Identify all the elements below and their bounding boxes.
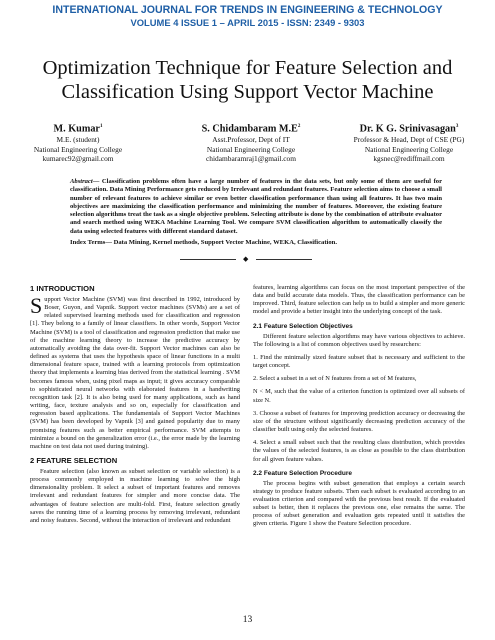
left-column: [30, 284, 240, 527]
journal-volume: VOLUME 4 ISSUE 1 – APRIL 2015 - ISSN: 2349 - 9303: [130, 17, 365, 28]
title-line-2: Classification Using Support Vector Machine: [61, 81, 434, 103]
feature-selection-paragraph: Feature selection (also known as subset selection or variable selection) is a process commonly employed in machine learning to solve the high dimensionality problem. It select a subset of important features and removes irrelevant and redundant features for simpler and more concise data. The advantages of feature selection are multi-fold. First, feature selection greatly saves the running time of a learning process by removing irrelevant, redundant and noisy features. Second, without the interaction of irrelevant and redundant: [30, 467, 240, 524]
abstract-label: Abstract: [70, 178, 93, 185]
author-email: kgsnec@rediffmail.com: [373, 154, 445, 164]
author-2: [176, 121, 326, 164]
author-mark: 1: [99, 124, 103, 129]
author-role: Professor & Head, Dept of CSE (PG): [353, 135, 465, 145]
abstract-text: — Classification problems often have a large number of features in the data sets, but only some of them are useful for classification. Data Mining Performance gets reduced by Irrelevant and redundant features. Feature selection aims to choose a small number of relevant features to achieve similar or even better classification performance than using all features. It has two main objectives are maximizing the classification performance and minimizing the number of features. Moreover, the existing feature selection algorithms treat the task as a single objective problem. Selecting attribute is done by the combination of attribute evaluator and search method using WEKA Machine Learning Tool. We compare SVM classification algorithm to automatically classify the data using selected features with different standard dataset.: [70, 178, 442, 235]
divider-line-right: [256, 259, 312, 260]
author-mark: 3: [455, 124, 459, 129]
objective-item-4: 4. Select a small subset such that the resulting class distribution, which provides the values of the selected features, is as close as possible to the class distribution for all given feature values.: [253, 439, 465, 463]
procedure-paragraph: The process begins with subset generation that employs a certain search strategy to produce feature subsets. Then each subset is evaluated according to an evaluation criterion and compared with the previous best result. If the evaluated subset is better, then it replaces the previous one, else remains the same. The process of subset generation and evaluation gets repeated until it satisfies the given criteria. Figure 1 show the Feature Selection procedure.: [253, 479, 465, 528]
intro-text: upport Vector Machine (SVM) was first described in 1992, introduced by Boser, Guyon, and Vapnik. Support vector machines (SVMs) are a set of related supervised learning methods used for classification and regression [1]. They belong to a family of linear classifiers. In other words, Support Vector Machine (SVM) is a tool of classification and regression prediction that make use of the machine learning theory to increase the predictive accuracy by automatically avoiding the data over-fit. Support Vector machines can also be defined as systems that uses the hypothesis space of linear functions in a multi dimensional feature space, trained with a learning protocols from optimization theory that implements a learning bias derived from the statistical learning . SVM becomes famous when, using pixel maps as input; it gives accuracy comparable to sophisticated neural networks with elaborated features in a handwriting recognition task [2]. It is also being used for many applications, such as hand writing, face, texture analysis and so on, especially for classification and regression based applications. The fundamentals of Support Vector Machines (SVM) has been developed by Vapnik [3] and gained popularity due to many promising features such as better empirical performance. SVM attempts to minimize a bound on the generalization error (i.e., the error made by the learning machine on test data not used during training).: [30, 296, 240, 450]
objective-item-3: 3. Choose a subset of features for improving prediction accuracy or decreasing the size of the structure without significantly decreasing prediction accuracy of the classifier built using only the selected features.: [253, 409, 465, 434]
section-divider: [180, 255, 315, 263]
author-role: M.E. (student): [56, 135, 100, 145]
heading-procedure: 2.2 Feature Selection Procedure: [253, 469, 352, 477]
objective-item-2: 2. Select a subset in a set of N features from a set of M features,: [253, 375, 417, 383]
page-number: 13: [242, 615, 253, 625]
author-3: [330, 121, 488, 164]
index-terms: Index Terms— Data Mining, Kernel methods, Support Vector Machine, WEKA, Classification.: [70, 239, 337, 246]
author-role: Asst.Professor, Dept of IT: [212, 135, 290, 145]
drop-cap: S: [30, 293, 43, 318]
intro-paragraph: [30, 293, 240, 451]
heading-objectives: 2.1 Feature Selection Objectives: [253, 322, 353, 330]
divider-line-left: [180, 259, 236, 260]
journal-header: [0, 4, 495, 29]
abstract: [70, 178, 442, 236]
objectives-intro: Different feature selection algorithms may have various objectives to achieve. The following is a list of common objectives used by researchers:: [253, 332, 465, 348]
objective-item-1: 1. Find the minimally sized feature subset that is necessary and sufficient to the target concept.: [253, 353, 465, 370]
author-name: S. Chidambaram M.E: [201, 123, 298, 135]
author-affiliation: National Engineering College: [206, 144, 296, 154]
author-mark: 2: [297, 124, 301, 129]
title-line-1: Optimization Technique for Feature Selection and: [42, 57, 453, 79]
diamond-icon: ◆: [243, 255, 249, 263]
author-affiliation: National Engineering College: [364, 144, 454, 154]
author-email: chidambaramraj1@gmail.com: [206, 154, 296, 164]
heading-introduction: 1 INTRODUCTION: [30, 284, 95, 293]
right-column: [253, 284, 465, 531]
author-name: Dr. K G. Srinivasagan: [359, 123, 456, 135]
heading-feature-selection: 2 FEATURE SELECTION: [30, 455, 118, 465]
author-email: kumarec92@gmail.com: [42, 154, 114, 164]
objective-item-2-continued: N < M, such that the value of a criterion function is optimized over all subsets of size N.: [253, 388, 465, 404]
author-affiliation: National Engineering College: [33, 144, 123, 154]
paper-title: [20, 56, 475, 104]
author-block: [8, 121, 488, 171]
continuation-paragraph: features, learning algorithms can focus on the most important perspective of the data and build accurate data models. Thus, the classification performance can be improved. Third, feature selection can help us to build a simpler and more generic model and provide a better insight into the underlying concept of the task.: [253, 284, 465, 316]
author-1: [8, 121, 148, 164]
journal-name: INTERNATIONAL JOURNAL FOR TRENDS IN ENGINEERING & TECHNOLOGY: [52, 4, 443, 16]
author-name: M. Kumar: [53, 123, 100, 135]
